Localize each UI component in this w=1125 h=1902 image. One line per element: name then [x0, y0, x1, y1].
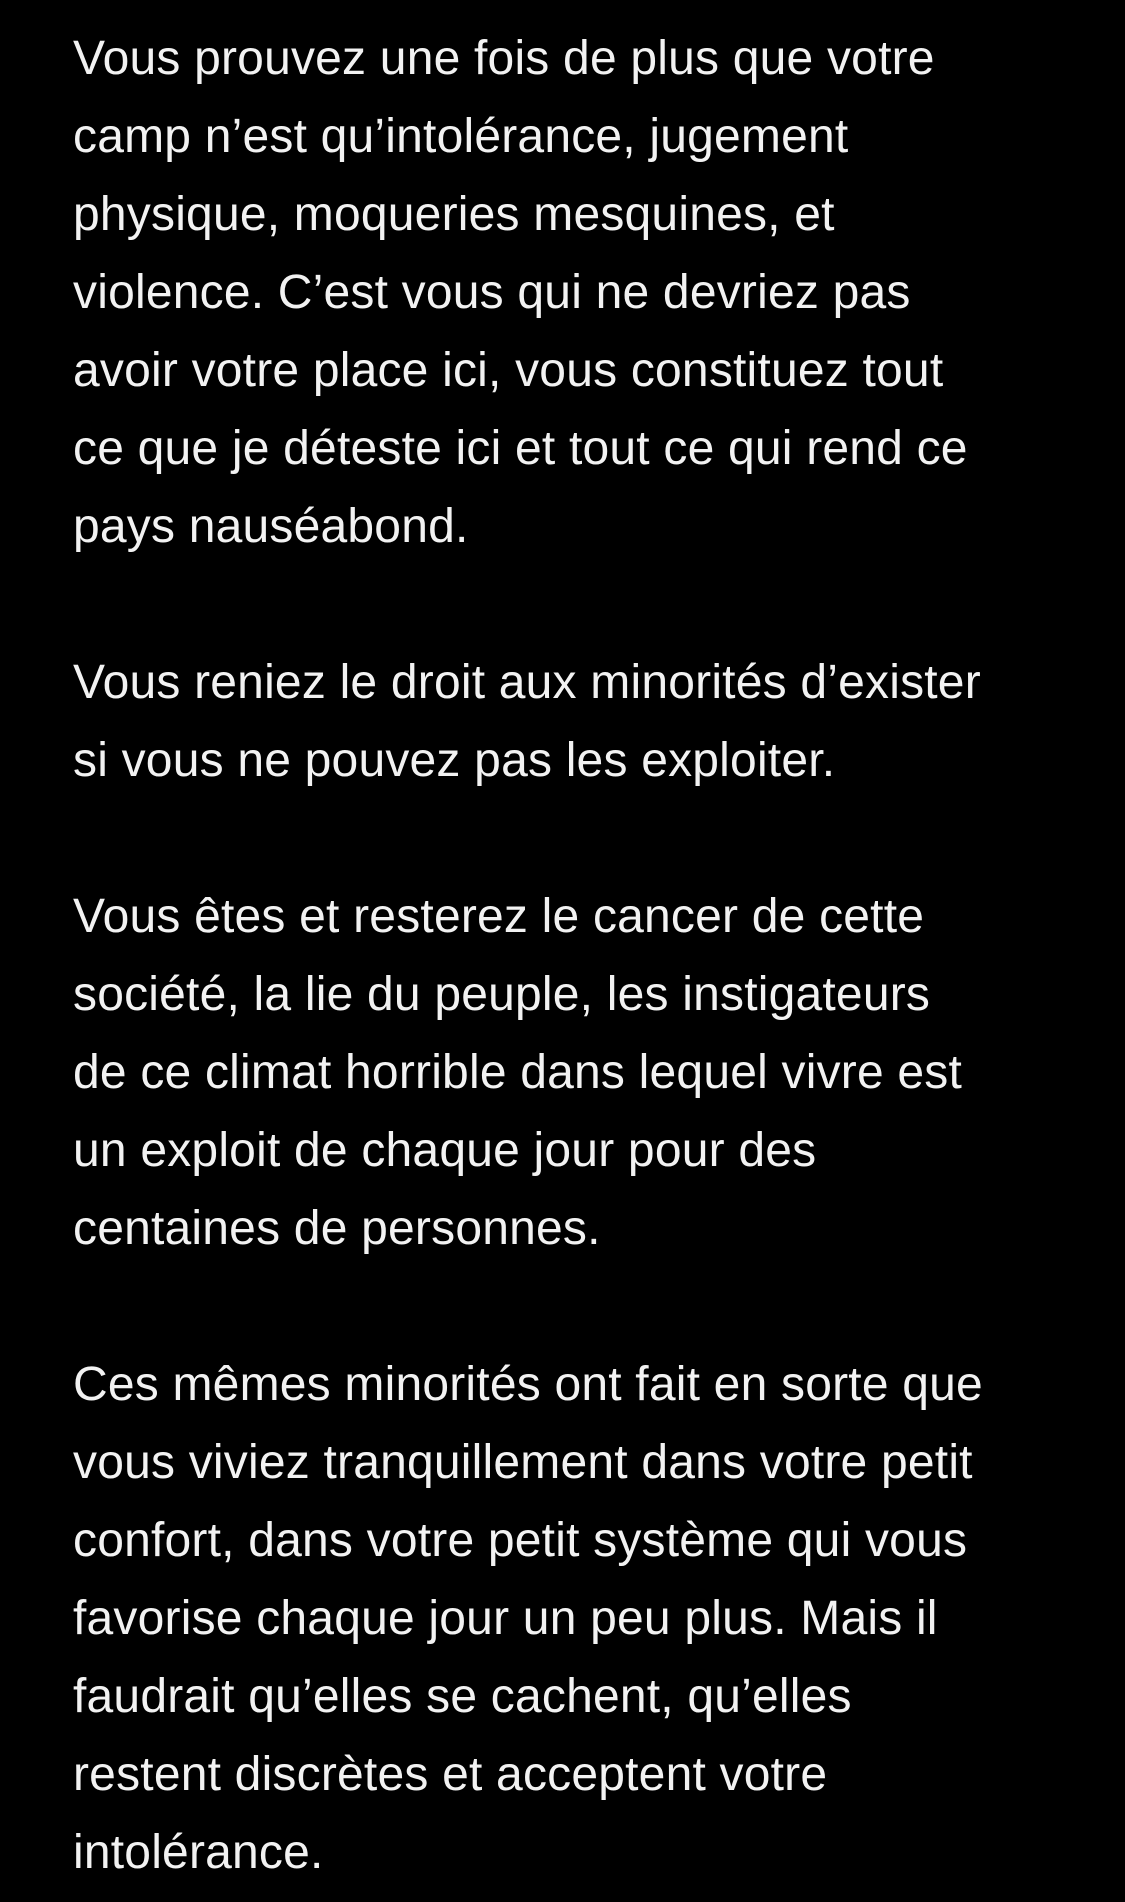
note-text-body[interactable]: [73, 20, 1073, 1892]
text-line: vous viviez tranquillement dans votre petit: [73, 1436, 973, 1489]
text-line: Ces mêmes minorités ont fait en sorte que: [73, 1358, 983, 1411]
text-line: confort, dans votre petit système qui vous: [73, 1514, 968, 1567]
text-line: Vous êtes et resterez le cancer de cette: [73, 890, 925, 943]
text-line: restent discrètes et acceptent votre: [73, 1748, 828, 1801]
text-line: de ce climat horrible dans lequel vivre est: [73, 1046, 963, 1099]
text-line: si vous ne pouvez pas les exploiter.: [73, 734, 836, 787]
paragraph-4: [73, 1346, 1073, 1892]
text-line: favorise chaque jour un peu plus. Mais il: [73, 1592, 938, 1645]
paragraph-3: [73, 878, 1073, 1268]
text-line: centaines de personnes.: [73, 1202, 601, 1255]
text-line: avoir votre place ici, vous constituez tout: [73, 344, 944, 397]
text-line: violence. C’est vous qui ne devriez pas: [73, 266, 911, 319]
text-line: société, la lie du peuple, les instigateurs: [73, 968, 931, 1021]
text-line: un exploit de chaque jour pour des: [73, 1124, 817, 1177]
text-line: Vous reniez le droit aux minorités d’exister: [73, 656, 981, 709]
text-line: physique, moqueries mesquines, et: [73, 188, 835, 241]
text-line: pays nauséabond.: [73, 500, 469, 553]
text-line: Vous prouvez une fois de plus que votre: [73, 32, 935, 85]
text-line: camp n’est qu’intolérance, jugement: [73, 110, 849, 163]
text-line: intolérance.: [73, 1826, 324, 1879]
text-line: ce que je déteste ici et tout ce qui rend ce: [73, 422, 968, 475]
text-line: faudrait qu’elles se cachent, qu’elles: [73, 1670, 852, 1723]
paragraph-2: [73, 644, 1073, 800]
paragraph-1: [73, 20, 1073, 566]
